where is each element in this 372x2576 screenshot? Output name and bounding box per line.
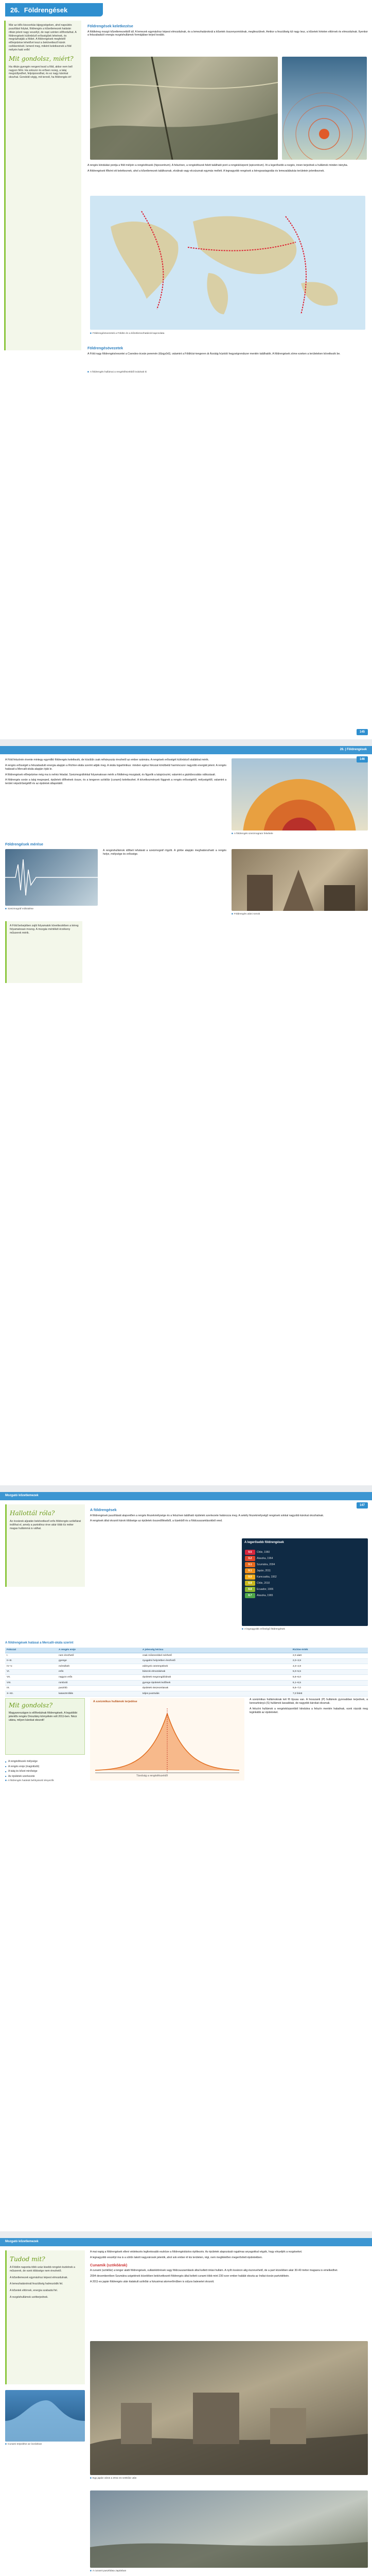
table-cell: 6,1–6,5 <box>291 1680 368 1686</box>
p3-question-text: Magyarországon is előfordulnak földrengések. A legutóbbi jelentős rengés Oroszlány környékén volt 2011-ben. Nézz utána, milyen károkat okozott! <box>9 1711 77 1722</box>
p4-para-2: A legnagyobb veszélyt ma is a sűrűn lakott nagyvárosok jelentik, ahol sok ember él kis területen, régi, nem megfelelően megerősített épületekben. <box>90 2256 263 2259</box>
table-row <box>5 1653 368 1659</box>
quake-magnitude: 8.7 <box>245 1593 255 1598</box>
p4-caption-tsunami: ■ Cunami terjedése az óceánban <box>5 2443 42 2446</box>
table-cell: IV–V. <box>5 1664 57 1670</box>
tsunami-diagram <box>5 2390 85 2442</box>
quake-row <box>245 1568 363 1573</box>
p3-question-head: Mit gondolsz? <box>9 1702 53 1709</box>
table-cell: VIII. <box>5 1680 57 1686</box>
table-cell: II–III. <box>5 1658 57 1664</box>
table-row <box>5 1680 368 1686</box>
para-origin-2: A rengés kiindulási pontja a föld mélyén a rengésfészek (hipocentrum). A felszínen, a rengésfészek felett található pont a rengésközpont (epicentrum). Itt a legerősebb a rezgés, innen terjednek a hullámok minden irányba. <box>87 164 348 167</box>
tsunami-damage-photo <box>90 2490 368 2568</box>
quake-name: Alaszka, 1964 <box>257 1556 273 1560</box>
p2-caption-text-3: Földrengés utáni romok <box>234 913 260 916</box>
p3-para-1: A földrengések pusztítását alapvetően a rengés fészekmélysége és a felszínen található épületek szerkezete határozza meg. A sekély fészekmélységű rengések sokkal nagyobb károkat okozhatnak. <box>90 1514 324 1517</box>
table-row <box>5 1675 368 1681</box>
p3-caption-text: A legnagyobb erősségű földrengések <box>244 1628 285 1631</box>
p2-diagram <box>232 758 368 831</box>
p2-page-number: 146 <box>357 756 368 762</box>
table-cell: I. <box>5 1653 57 1659</box>
page-148 <box>0 2238 372 2576</box>
main-column-3 <box>87 343 368 358</box>
fault-photo <box>90 57 278 160</box>
world-map-svg <box>90 196 365 330</box>
quake-row <box>245 1574 363 1580</box>
p4-main <box>90 2250 368 2286</box>
factor-item: ■ A rengésfészek mélysége <box>5 1760 85 1764</box>
quake-row <box>245 1587 363 1592</box>
p3-question-box <box>5 1698 85 1755</box>
p2-caption-ruins: ■ Földrengés utáni romok <box>232 913 260 916</box>
para-origin-3: A földrengések főként ott keletkeznek, ahol a kőzetlemezek találkoznak, elválnak vagy elcsúsznak egymás mellett. A legnagyobb rengések a kéregvastagodás és lemezalábukás területein jelentkeznek. <box>87 169 325 173</box>
japan-photo <box>90 2341 368 2475</box>
p2-para-1: A Föld felszínén évente mintegy egymillió földrengés keletkezik, de közülük csak néhányszáz érezhető az ember számára. A rengések erősségét különböző skálákkal mérik. <box>5 758 209 761</box>
para-origin-1: A földkéreg mozgó kőzetlemezekből áll. A lemezek egymáshoz képest elmozdulnak, és a lemezhatároknál a kőzetek összenyomódnak, megfeszülnek. Amikor a feszültség túl nagy lesz, a kőzetek hirtelen eltörnek és elmozdulnak. Ilyenkor a felszabaduló energia rezgéshullámok formájában terjed tovább. <box>87 30 368 37</box>
quake-name: Szumátra, 2004 <box>257 1563 275 1566</box>
p3-heading: A földrengések <box>90 1507 117 1512</box>
p4-side-3: A kőzetek eltörnek, energia szabadul fel. <box>10 2289 58 2293</box>
p3-sidebar <box>5 1504 85 1587</box>
quake-list-panel <box>242 1538 368 1626</box>
table-cell: VII. <box>5 1675 57 1681</box>
table-header-cell: Richter-érték <box>291 1648 368 1653</box>
table-body <box>5 1653 368 1697</box>
table-row <box>5 1669 368 1675</box>
caption-waves: ■ A földrengés hullámai a rengésfészekből indulnak ki <box>87 371 147 374</box>
table-header-cell: Fokozat <box>5 1648 57 1653</box>
p3-running-header-left: Mozgató kőzetlemezek <box>0 1492 372 1500</box>
page-divider <box>0 739 372 746</box>
table-row <box>5 1658 368 1664</box>
heading-zones: Földrengésövezetek <box>87 346 123 350</box>
table-cell: 5,0–5,5 <box>291 1669 368 1675</box>
p4-caption-text-3: A cunami pusztítása Japánban <box>92 2570 127 2572</box>
p4-para-1: A mai napig a földrengések elleni védekezés legfontosabb eszköze a földrengésbiztos építkezés. Az épületek alapozását rugalmas anyagokkal végzik, hogy elnyeljék a rezgéseket. <box>90 2250 303 2253</box>
damage-illustration <box>90 2490 368 2568</box>
mercalli-table <box>5 1648 368 1697</box>
table-cell: 2,0 alatt <box>291 1653 368 1659</box>
caption-text-2: A földrengés hullámai a rengésfészekből indulnak ki <box>90 371 147 374</box>
table-cell: X–XII. <box>5 1691 57 1697</box>
left-sidebar <box>4 21 81 350</box>
ruins-illustration <box>232 849 368 911</box>
p3-caption-quakes: ■ A legnagyobb erősségű földrengések <box>242 1628 285 1631</box>
table-cell: edények csörömpölnek <box>141 1664 291 1670</box>
table-row <box>5 1686 368 1691</box>
quake-row <box>245 1556 363 1561</box>
quake-diagram <box>282 57 367 160</box>
table-cell: katasztrofális <box>57 1691 141 1697</box>
quake-magnitude: 8.8 <box>245 1587 255 1592</box>
page-divider-2 <box>0 1485 372 1492</box>
quake-magnitude: 9.1 <box>245 1568 255 1573</box>
p2-para-3: A földrengések előrejelzése még ma is nehéz feladat. Szeizmográfokkal folyamatosan mérik a földkéreg mozgását, és figyelik a talajvízszint, valamint a gázkibocsátás változásait. <box>5 773 216 776</box>
p2-caption-seismogram: ■ A földrengés szeizmogram felvétele <box>232 833 273 835</box>
side-text: Ha ritkán gyengén rengeni kezd a föld, akkor nem kell nagyon félni. Ha sokszor és erősen rezeg, a talaj megsüllyedhet, felpúposodhat, és ez nagy károkat okozhat. Gondold végig, mit tennél, ha földrengés ér! <box>9 65 73 79</box>
p2-heading-measure: Földrengések mérése <box>5 842 43 846</box>
table-header-row <box>5 1648 368 1653</box>
table-cell: romboló <box>57 1680 141 1686</box>
quake-name: Ecuador, 1906 <box>257 1587 274 1591</box>
p4-para-3: A cunami (szökőár) a tenger alatti földrengések, vulkánkitörések vagy földcsuszamlások által keltett óriási hullám. A nyílt óceánon alig észrevehető, de a part közelében akár 30-40 méter magasra is emelkedhet. <box>90 2269 338 2273</box>
table-title: A földrengések hatásai a Mercalli-skála szerint <box>5 1641 74 1645</box>
quake-magnitude: 8.8 <box>245 1581 255 1586</box>
p4-para-4: 2004 decemberében Szumátra szigetének közelében bekövetkezett földrengés által keltett cunami több mint 230 ezer ember halálát okozta az Indiai-óceán partvidékein. <box>90 2275 290 2278</box>
p4-caption-damage: ■ A cunami pusztítása Japánban <box>90 2570 127 2572</box>
table-header-cell: A rengés ereje <box>57 1648 141 1653</box>
factor-item: ■ Az épületek szerkezete <box>5 1775 85 1778</box>
para-zones: A Föld nagy földrengésövezetei a Csendes-óceán peremén (tűzgyűrű), valamint a Földközi-tengeren át Ázsiáig húzódó hegységrendszer mentén találhatók. A földrengések zöme ezeken a területeken következik be. <box>87 352 341 355</box>
p4-caption-japan: ■ Egy japán város a 2011-es szökőár után <box>90 2477 137 2480</box>
p3-right-col <box>250 1698 368 1716</box>
fault-illustration <box>90 57 278 160</box>
p4-side-1: A kőzetlemezek egymáshoz képest elmozdulnak. <box>10 2276 68 2279</box>
chapter-header <box>5 3 103 16</box>
main-column <box>87 21 368 39</box>
page-146 <box>0 746 372 1485</box>
p2-para-2: A rengés erősségét a felszabaduló energia alapján a Richter-skála szerint adják meg. A skála logaritmikus: minden egész fokozat körülbelül harmincszor nagyobb energiát jelent. A rengés hatásait a Mercalli-skála alapján írják le. <box>5 764 226 771</box>
table-cell: gyenge <box>57 1658 141 1664</box>
quake-list <box>245 1550 363 1599</box>
table-cell: csak műszerekkel mérhető <box>141 1653 291 1659</box>
table-cell: 6,6–7,0 <box>291 1686 368 1691</box>
quake-magnitude: 9.0 <box>245 1574 255 1580</box>
wave-chart <box>90 1698 244 1781</box>
p3-page-number: 147 <box>357 1502 368 1509</box>
quake-magnitude: 9.2 <box>245 1556 255 1561</box>
p2-caption-text-2: Szeizmográf működése <box>7 908 34 910</box>
p2-measure-text <box>103 849 226 858</box>
table-cell: 5,6–6,0 <box>291 1675 368 1681</box>
p2-para-4: A földrengés során a talaj megreped, épületek dőlhetnek össze, és a tengeren szökőár (cunami) keletkezhet. A következmények függnek a rengés erősségétől, mélységétől, valamint a terület népsűrűségétől és az épületek állapotától. <box>5 778 226 786</box>
p4-quote-head: Tudod mit? <box>10 2256 45 2263</box>
factor-item: ■ A rengés ereje (magnitúdó) <box>5 1765 85 1769</box>
quake-magnitude: 9.1 <box>245 1562 255 1567</box>
running-header: 26. | Földrengések <box>0 746 372 754</box>
chapter-number: 26. <box>10 6 20 14</box>
p2-caption-text-1: A földrengés szeizmogram felvétele <box>234 833 273 835</box>
table-cell: gyenge épületek ledőlnek <box>141 1680 291 1686</box>
quake-name: Kamcsatka, 1952 <box>257 1575 277 1579</box>
p4-caption-text-1: Cunami terjedése az óceánban <box>7 2443 42 2446</box>
p4-caption-text-2: Egy japán város a 2011-es szökőár után <box>92 2477 137 2480</box>
ruins-photo <box>232 849 368 911</box>
p2-caption-seismograph: ■ Szeizmográf működése <box>5 908 34 910</box>
p2-sidebar <box>5 921 82 983</box>
japan-photo-illustration <box>90 2341 368 2475</box>
main-column-2 <box>87 164 368 175</box>
table-cell: nem érezhető <box>57 1653 141 1659</box>
table-cell: épületek megrongálódnak <box>141 1675 291 1681</box>
page-147 <box>0 1492 372 2231</box>
p3-para-2: A rengések által okozott károk többsége az épületek összedőléséből, a tüzekből és a földcsuszamlásokból ered. <box>90 1519 223 1523</box>
main-column-4 <box>87 371 368 374</box>
caption-text-1: Földrengésövezetek a Földön és a kőzetlemezhatárok kapcsolata <box>92 332 165 335</box>
p3-para-3: A szeizmikus hullámoknak két fő típusa van. A hosszanti (P) hullámok gyorsabban terjednek, a keresztirányú (S) hullámok lassabbak, de nagyobb károkat okoznak. <box>250 1698 368 1705</box>
table-cell: pusztító <box>57 1686 141 1691</box>
p2-measure <box>5 839 226 849</box>
table-cell: bútorok elmozdulnak <box>141 1669 291 1675</box>
table-cell: nagyon erős <box>57 1675 141 1681</box>
quake-magnitude: 9.5 <box>245 1550 255 1555</box>
p3-side-text: Az óceánok aljzatán bekövetkező erős földrengés szökőárat indíthat el, amely a partokhoz érve akár több tíz méter magas hullámmá is válhat. <box>10 1519 81 1530</box>
p4-heading-tsunami: Cunamik (szökőárak) <box>90 2262 128 2267</box>
heading-origin: Földrengések keletkezése <box>87 24 133 28</box>
table-cell: teljes pusztulás <box>141 1691 291 1697</box>
quake-name: Chile, 1960 <box>257 1550 270 1554</box>
p3-main <box>90 1504 368 1525</box>
table-cell: mérsékelt <box>57 1664 141 1670</box>
table-cell: 7,0 felett <box>291 1691 368 1697</box>
seismograph-wave <box>5 849 98 906</box>
p4-para-5: A 2011-es japán földrengés után kialakult szökőár a fukusimai atomerőműben is súlyos balesetet okozott. <box>90 2280 215 2283</box>
page-number: 145 <box>357 729 368 735</box>
wave-chart-axis: Távolság a rengésfészektől <box>136 1774 168 1777</box>
p4-quote-text: A Földön naponta több száz kisebb rengést észlelnek a műszerek, de ezek többsége nem érezhető. <box>10 2265 75 2273</box>
p3-side-head: Hallottál róla? <box>10 1510 55 1517</box>
waves-diagram <box>282 57 367 160</box>
p4-side-4: A rezgéshullámok szétterjednek. <box>10 2296 48 2299</box>
p2-main <box>5 758 226 788</box>
p2-measure-para: A rengéshullámok időbeli lefutását a szeizmográf rögzíti. A görbe alapján meghatározható a rengés helye, mélysége és erőssége. <box>103 849 226 856</box>
p2-earth-cutaway <box>232 758 368 831</box>
world-map <box>90 196 365 330</box>
p4-sidebar <box>5 2250 85 2384</box>
intro-text: Már az idős kiscsorkás tájegységeken, ahol napsütés pusztítást folytat, földrengés a kőzetlemezek határán ritkán jelent nagy veszélyt, de napi szinten előfordulhat. A földrengések különböző erősségűek lehetnek, és megrázhatják a földet. A földrengések megfelelő előrejelzése lehetővé teszi a bekövetkező károk csökkentését. Ismerd meg, miként keletkeznek a föld mélyén ható erők! <box>9 24 77 52</box>
p3-para-4: A felszíni hullámok a rengésközpontból kiindulva a felszín mentén haladnak, ezek rázzák meg leginkább az épületeket. <box>250 1707 368 1714</box>
quake-name: Japán, 2011 <box>257 1569 271 1572</box>
p3-caption-factors: ■ A földrengés hatását befolyásoló tényezők <box>5 1780 54 1783</box>
seismograph-photo <box>5 849 98 906</box>
table-cell: VI. <box>5 1669 57 1675</box>
quake-list-title: A legerősebb földrengések <box>244 1541 284 1544</box>
quake-row <box>245 1550 363 1555</box>
p3-caption-text-2: A földrengés hatását befolyásoló tényezők <box>7 1780 54 1783</box>
quake-row <box>245 1562 363 1567</box>
table-row <box>5 1664 368 1670</box>
wave-chart-title: A szeizmikus hullámok terjedése <box>93 1700 137 1703</box>
quake-row <box>245 1593 363 1598</box>
table-header-cell: A jelenség leírása <box>141 1648 291 1653</box>
page-divider-3 <box>0 2231 372 2238</box>
p3-factor-list <box>5 1760 85 1783</box>
table-cell: épületek összeomlanak <box>141 1686 291 1691</box>
quake-row <box>245 1581 363 1586</box>
table-cell: erős <box>57 1669 141 1675</box>
caption-world-map: ■ Földrengésövezetek a Földön és a kőzetlemezhatárok kapcsolata <box>90 332 165 335</box>
table-cell: IX. <box>5 1686 57 1691</box>
wave-chart-svg <box>90 1698 244 1781</box>
quake-name: Chile, 2010 <box>257 1581 270 1585</box>
quake-name: Alaszka, 1965 <box>257 1594 273 1597</box>
tsunami-wave <box>5 2390 85 2442</box>
table-row <box>5 1691 368 1697</box>
factor-item: ■ A talaj és kőzet minősége <box>5 1770 85 1773</box>
page-145 <box>0 0 372 739</box>
side-heading-why: Mit gondolsz, miért? <box>9 55 74 62</box>
p2-side-text: A Föld belsejében zajló folyamatok következtében a kéreg folyamatosan mozog. A mozgás mértékét érzékeny műszerek mérik. <box>10 924 79 935</box>
table-cell: nyugalmi helyzetben érezhető <box>141 1658 291 1664</box>
table-cell: 2,0–3,9 <box>291 1658 368 1664</box>
p4-running-header: Mozgató kőzetlemezek <box>0 2238 372 2246</box>
table-cell: 4,0–4,9 <box>291 1664 368 1670</box>
chapter-title: Földrengések <box>24 6 68 14</box>
p4-side-2: A lemezhatároknál feszültség halmozódik fel. <box>10 2282 63 2286</box>
